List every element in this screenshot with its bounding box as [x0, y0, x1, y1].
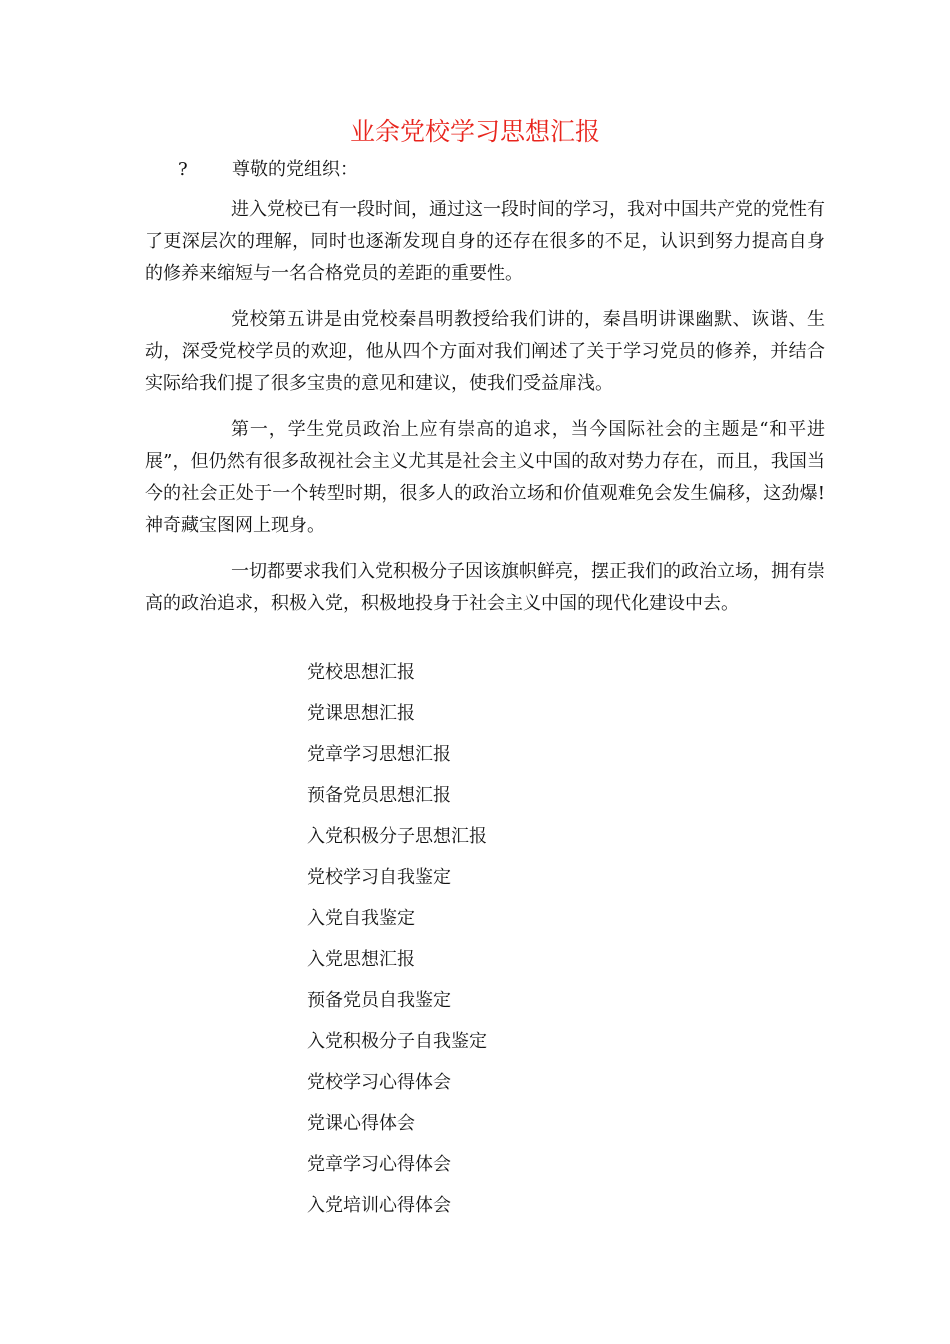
related-link[interactable]: 入党积极分子自我鉴定	[307, 1031, 487, 1052]
related-link[interactable]: 预备党员自我鉴定	[307, 990, 451, 1011]
paragraph: 党校第五讲是由党校秦昌明教授给我们讲的，秦昌明讲课幽默、诙谐、生动，深受党校学员的欢迎，他从四个方面对我们阐述了关于学习党员的修养，并结合实际给我们提了很多宝贵的意见和建议，使我们受益扉浅。	[145, 309, 825, 394]
related-link[interactable]: 入党积极分子思想汇报	[307, 826, 487, 847]
related-link[interactable]: 党校学习心得体会	[307, 1072, 451, 1093]
salutation-marker: ?	[178, 159, 188, 180]
paragraph: 一切都要求我们入党积极分子因该旗帜鲜亮，摆正我们的政治立场，拥有崇高的政治追求，积极入党，积极地投身于社会主义中国的现代化建设中去。	[145, 561, 825, 614]
body-text	[145, 194, 825, 634]
paragraph: 第一，学生党员政治上应有崇高的追求，当今国际社会的主题是“和平进展”，但仍然有很多敌视社会主义尤其是社会主义中国的敌对势力存在，而且，我国当今的社会正处于一个转型时期，很多人的政治立场和价值观难免会发生偏移，这劲爆!神奇藏宝图网上现身。	[145, 419, 825, 536]
related-link[interactable]: 入党培训心得体会	[307, 1195, 451, 1216]
related-link[interactable]: 入党思想汇报	[307, 949, 415, 970]
salutation-text: 尊敬的党组织：	[232, 159, 358, 180]
related-link[interactable]: 党校思想汇报	[307, 662, 415, 683]
related-links-list	[307, 652, 487, 1226]
related-link[interactable]: 党校学习自我鉴定	[307, 867, 451, 888]
paragraph: 进入党校已有一段时间，通过这一段时间的学习，我对中国共产党的党性有了更深层次的理解，同时也逐渐发现自身的还存在很多的不足，认识到努力提高自身的修养来缩短与一名合格党员的差距的重要性。	[145, 199, 825, 284]
related-link[interactable]: 党章学习思想汇报	[307, 744, 451, 765]
document-title: 业余党校学习思想汇报	[349, 117, 600, 146]
related-link[interactable]: 党课心得体会	[307, 1113, 415, 1134]
related-link[interactable]: 预备党员思想汇报	[307, 785, 451, 806]
salutation-line	[178, 156, 358, 184]
related-link[interactable]: 入党自我鉴定	[307, 908, 415, 929]
related-link[interactable]: 党章学习心得体会	[307, 1154, 451, 1175]
related-link[interactable]: 党课思想汇报	[307, 703, 415, 724]
